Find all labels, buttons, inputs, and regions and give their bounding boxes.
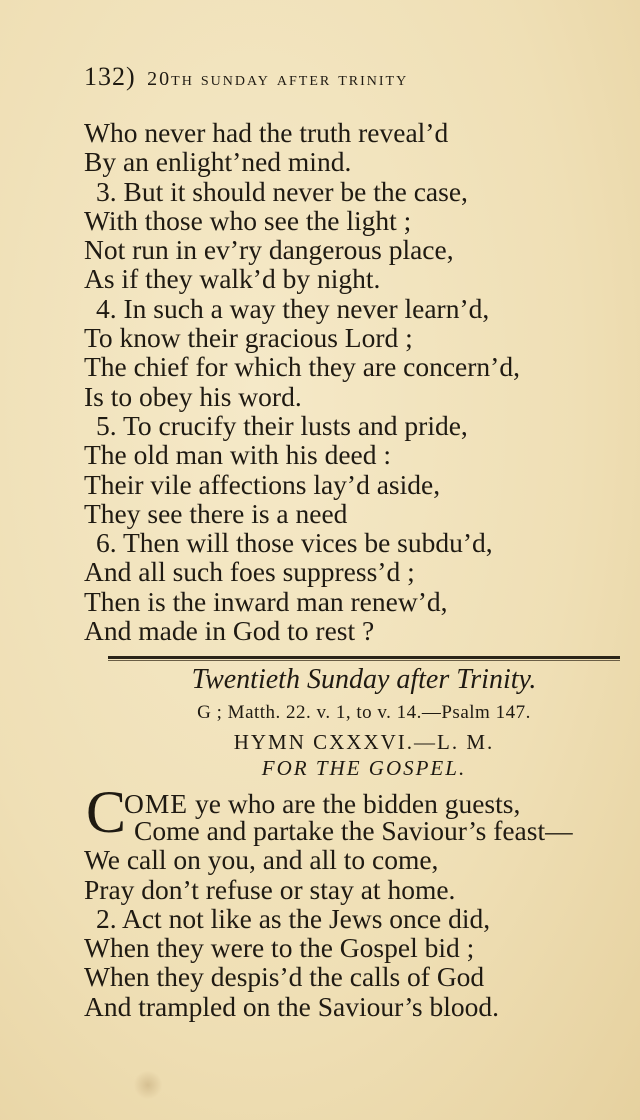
hymn-line: We call on you, and all to come, [84,844,439,876]
verse-line: And all such foes suppress’d ; [84,556,415,588]
verse-line: 6. Then will those vices be subdu’d, [96,527,493,559]
verse-line: And made in God to rest ? [84,615,375,647]
page-number: 132) [84,62,136,91]
hymn-text [84,816,624,1021]
running-header [84,62,564,92]
verse-line: Who never had the truth reveal’d [84,117,449,148]
hymn-line: When they were to the Gospel bid ; [84,932,475,964]
hymn-line: Come and partake the Saviour’s feast— [134,815,573,846]
hymn-line: 2. Act not like as the Jews once did, [96,902,491,934]
verse-line: To know their gracious Lord ; [84,322,413,354]
drop-cap: C [86,779,127,845]
verse-line: By an enlight’ned mind. [84,146,352,178]
verse-line: Is to obey his word. [84,380,302,412]
verse-line: 4. In such a way they never learn’d, [96,292,490,324]
first-line-rest: ye who are the bidden guests, [188,788,521,819]
hymn-continuation [84,118,624,645]
paper-stain [134,1070,162,1100]
first-word-caps: OME [124,788,189,819]
hymn-line: Pray don’t refuse or stay at home. [84,873,456,905]
verse-line: Their vile affections lay’d aside, [84,468,441,500]
verse-line: They see there is a need [84,497,348,529]
verse-line: The chief for which they are concern’d, [84,351,520,383]
verse-line: The old man with his deed : [84,439,392,471]
section-title: Twentieth Sunday after Trinity. [191,664,537,695]
verse-line: 3. But it should never be the case, [96,175,468,207]
verse-line: Not run in ev’ry dangerous place, [84,234,454,266]
verse-line: 5. To crucify their lusts and pride, [96,409,468,441]
scripture-reference: G ; Matth. 22. v. 1, to v. 14.—Psalm 147. [197,702,531,723]
verse-line: As if they walk’d by night. [84,263,381,295]
hymn-occasion: FOR THE GOSPEL. [261,756,467,780]
verse-line: With those who see the light ; [84,204,412,236]
verse-line: Then is the inward man renew’d, [84,585,448,617]
hymn-number: HYMN CXXXVI.—L. M. [233,730,495,754]
hymn-line: And trampled on the Saviour’s blood. [84,990,499,1022]
hymn-line: When they despis’d the calls of God [84,961,485,993]
header-title: 20th sunday after trinity [147,68,409,90]
section-divider [108,656,620,659]
section-divider-thin [108,660,620,661]
